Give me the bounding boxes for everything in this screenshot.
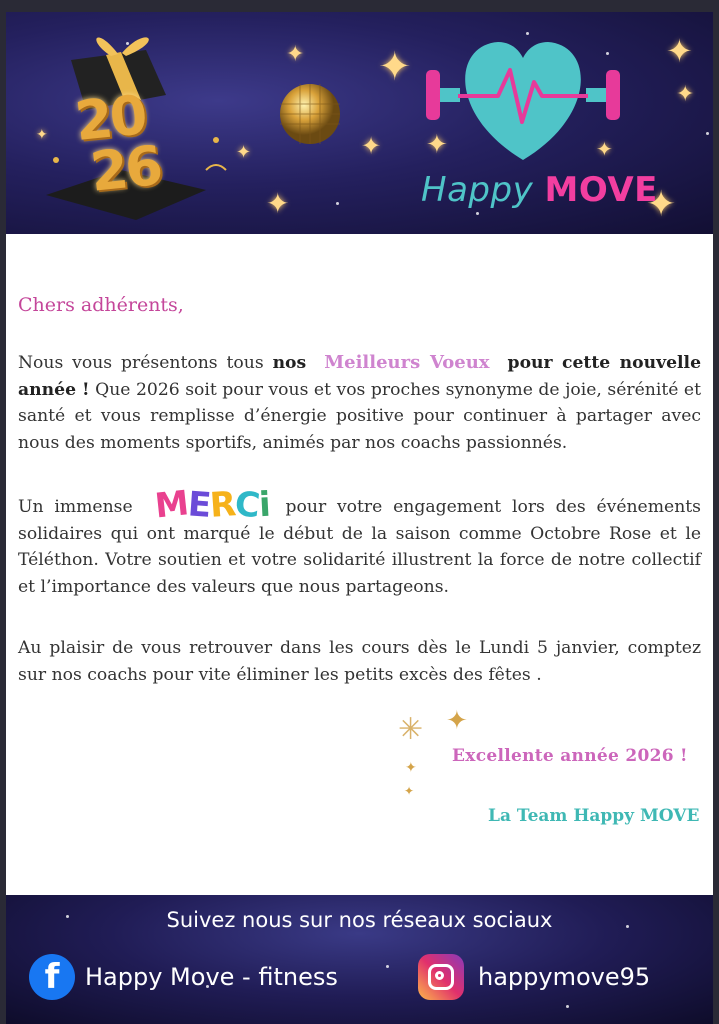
p1-bold-2: pour cette nouvelle année ! — [18, 353, 701, 400]
sparkle-icon: ✦ — [405, 760, 417, 776]
paragraph-wishes — [18, 350, 701, 456]
heart-dumbbell-logo-icon — [418, 30, 628, 170]
new-year-wish: Excellente année 2026 ! — [452, 746, 688, 766]
sparkle-icon: ✳ — [398, 712, 424, 747]
paragraph-thanks — [18, 483, 701, 600]
sparkle-icon: ✦ — [266, 187, 290, 220]
brand-happy: Happy — [421, 170, 534, 210]
brand-wordmark — [421, 170, 658, 210]
greeting: Chers adhérents, — [18, 294, 184, 316]
sparkle-icon: ✦ — [596, 137, 613, 161]
sparkle-icon: ✦ — [666, 32, 693, 70]
instagram-link[interactable] — [418, 955, 650, 999]
p1-bold: nos — [272, 353, 307, 373]
p2-text-2: pour votre engagement lors des événements solidaires qui ont marqué le début de la saison comme Octobre Rose et le Téléthon. Votre soutien et votre solidarité illustrent la force de notre collectif et l’importance des valeurs que nous partageons. — [18, 497, 701, 597]
sparkle-icon: ✦ — [404, 784, 415, 798]
sparkle-icon: ✦ — [646, 184, 677, 225]
brand-move: MOVE — [544, 170, 658, 210]
p1-text: Nous vous présentons tous — [18, 353, 273, 373]
sparkle-icon: ✦ — [286, 42, 305, 67]
facebook-label: Happy Move - fitness — [85, 963, 338, 991]
facebook-icon: f — [29, 954, 75, 1000]
sparkle-icon: ✦ — [446, 706, 468, 736]
paragraph-see-you: Au plaisir de vous retrouver dans les cours dès le Lundi 5 janvier, comptez sur nos coachs pour vite éliminer les petits excès des fêtes . — [18, 638, 701, 685]
instagram-icon — [418, 954, 464, 1000]
disco-ball-icon — [278, 82, 342, 146]
meilleurs-voeux-highlight: Meilleurs Voeux — [324, 352, 490, 373]
facebook-link[interactable] — [29, 955, 338, 999]
year-2026-graphic: 20 26 — [72, 83, 163, 204]
follow-us-text: Suivez nous sur nos réseaux sociaux — [166, 908, 553, 932]
header-banner — [6, 12, 713, 234]
p2-text: Un immense — [18, 497, 133, 517]
sparkle-icon: ✦ — [36, 127, 48, 143]
p1-text-2: Que 2026 soit pour vous et vos proches synonyme de joie, sérénité et santé et vous remplisse d’énergie positive pour continuer à partager avec nous des moments sportifs, animés par nos coachs passionnés. — [18, 379, 702, 453]
sparkle-icon: ✦ — [378, 44, 412, 90]
signature: La Team Happy MOVE — [488, 806, 700, 826]
sparkle-icon: ✦ — [236, 142, 252, 163]
sparkle-icon: ✦ — [361, 132, 382, 160]
sparkle-icon: ✦ — [426, 130, 448, 160]
merci-graphic: MERCi — [152, 483, 271, 527]
sparkle-icon: ✦ — [676, 82, 695, 107]
instagram-label: happymove95 — [478, 963, 651, 991]
